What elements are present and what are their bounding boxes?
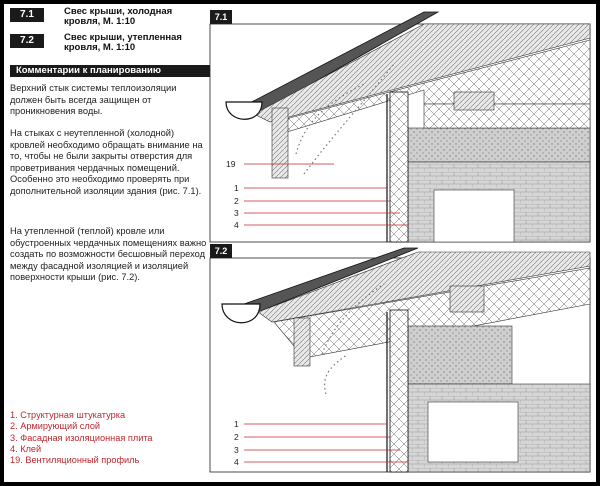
fascia-board [272, 108, 288, 178]
paragraph-1: Верхний стык системы теплоизоляции должен быть всегда защищен от проникновения воды. [10, 83, 177, 117]
paragraph-3: На утепленной (теплой) кровле или обустроенных чердачных помещениях важно создать по возможности бесшовный переход между фасадной изоляцией и изоляцией поверхности крыши (рис. 7.2). [10, 226, 207, 283]
beam [450, 286, 484, 312]
figure-tag: 7.1 [10, 8, 44, 22]
gutter [222, 304, 260, 323]
diagram-7-2 [210, 248, 590, 472]
wall-opening [434, 190, 514, 242]
wall-opening [428, 402, 518, 462]
paragraph-2: На стыках с неутепленной (холодной) кровлей необходимо обращать внимание на то, чтобы не были закрыты отверстия для проветривания чердачных помещений. Особенно это необходимо проверять при дополнительной изоляции здания (рис. 7.1). [10, 128, 203, 196]
legend-item-1: 1. Структурная штукатурка [10, 410, 126, 420]
page [4, 4, 596, 482]
callout-lines [244, 424, 408, 462]
diagram-tag-7-1: 7.1 [210, 10, 232, 24]
attic-insulation [424, 104, 590, 128]
ceiling-slab [408, 326, 512, 384]
figure-tag: 7.2 [10, 34, 44, 48]
callout-lines [244, 164, 408, 225]
callout-label-1: 1 [234, 183, 239, 193]
gutter [226, 102, 262, 119]
figure-caption-text: Свес крыши, холодная кровля, М. 1:10 [64, 6, 173, 27]
callout-label-1: 1 [234, 419, 239, 429]
callout-label-2: 2 [234, 432, 239, 442]
callout-label-4: 4 [234, 457, 239, 467]
figure-caption-text: Свес крыши, утепленная кровля, М. 1:10 [64, 32, 182, 53]
legend-item-4: 4. Клей [10, 443, 42, 454]
diagram-7-1 [210, 12, 590, 242]
legend-item-3: 3. Фасадная изоляционная плита [10, 432, 153, 443]
callout-label-3: 3 [234, 208, 239, 218]
fascia-board [294, 318, 310, 366]
comments-heading: Комментарии к планированию [10, 65, 210, 77]
facade-insulation [390, 92, 408, 242]
ceiling-slab [408, 128, 590, 162]
legend-item-2: 2. Армирующий слой [10, 421, 101, 432]
diagram-tag-7-2: 7.2 [210, 244, 232, 258]
vent-airflow [325, 354, 348, 394]
callout-label-4: 4 [234, 220, 239, 230]
beam [454, 92, 494, 110]
callout-label-3: 3 [234, 445, 239, 455]
callout-label-19: 19 [226, 159, 236, 169]
facade-insulation [390, 310, 408, 472]
callout-label-2: 2 [234, 196, 239, 206]
legend-item-19: 19. Вентиляционный профиль [10, 455, 140, 466]
diagrams-drawing [4, 4, 596, 482]
